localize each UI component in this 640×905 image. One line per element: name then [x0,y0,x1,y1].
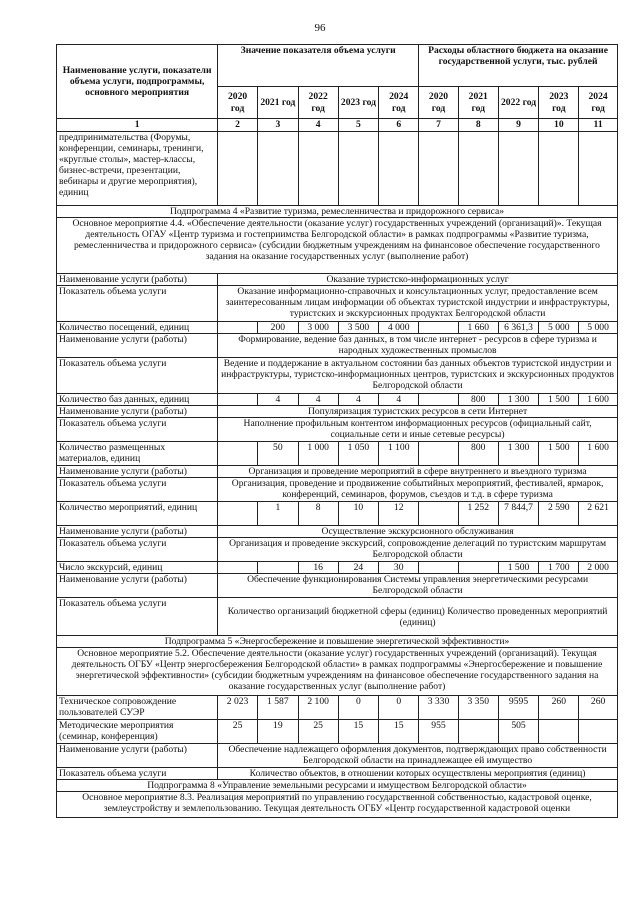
table-row [57,406,618,418]
service-name-label: Наименование услуги (работы) [57,466,218,478]
header-col2: Значение показателя объема услуги [218,45,419,87]
table-row [57,394,618,406]
year-cell: 2023 год [338,87,379,119]
year-cell: 2022 год [498,87,539,119]
measure-8-3: Основное мероприятие 8.3. Реализация мероприятий по управлению государственной собственностью, кадастровой оценке, землеустройству и землепользованию. Текущая деятельность ОГБУ «Центр государственной кадастровой оценки [57,792,618,818]
indicator-text: Наполнение профильным контентом информационных ресурсов (официальный сайт, социальные сети и иные сетевые ресурсы) [218,418,618,442]
subprogram-5: Подпрограмма 5 «Энергосбережение и повышение энергетической эффективности» [57,636,618,648]
value-cell: 10 [338,502,379,526]
service-name-label: Наименование услуги (работы) [57,406,218,418]
indicator-label: Показатель объема услуги [57,598,218,636]
measure-4-4: Основное мероприятие 4.4. «Обеспечение деятельности (оказание услуг) государственных учреждений (организаций)». Текущая деятельность ОГАУ «Центр туризма и гостеприимства Белгородской области» в рамках подпрограммы «Развитие туризма, ремесленничества и придорожного сервиса» (субсидии бюджетным учреждениям на финансовое обеспечение государственного задания на оказание государственных услуг (выполнение работ) [57,218,618,274]
header-col1: Наименование услуги, показатели объема услуги, подпрограммы, основного мероприятия [57,45,218,119]
value-cell [419,442,459,466]
col-number: 10 [539,119,579,132]
value-cell: 9595 [498,696,539,720]
value-cell: 5 000 [539,322,579,334]
value-cell: 2 000 [579,562,618,574]
table-row [57,322,618,334]
value-cell: 15 [379,720,419,744]
indicator-text: Количество организаций бюджетной сферы (единиц) Количество проведенных мероприятий (единиц) [218,598,618,636]
value-cell: 1 [257,502,298,526]
value-cell: 2 621 [579,502,618,526]
indicator-label: Показатель объема услуги [57,538,218,562]
table-row [57,574,618,598]
col-number: 7 [419,119,459,132]
row-label: Техническое сопровождение пользователей СУЭР [57,696,218,720]
value-cell: 3 350 [458,696,498,720]
table-row [57,526,618,538]
value-cell: 4 [257,394,298,406]
table-row [57,466,618,478]
value-cell: 1 050 [338,442,379,466]
indicator-text: Количество объектов, в отношении которых осуществлены мероприятия (единиц) [218,768,618,780]
table-row [57,720,618,744]
column-numbers-row [57,119,618,132]
table-row [57,274,618,286]
indicator-label: Показатель объема услуги [57,286,218,322]
year-cell: 2020 год [419,87,459,119]
subprogram-row [57,206,618,218]
value-cell: 1 000 [298,442,338,466]
year-cell: 2021 год [257,87,298,119]
col-number: 4 [298,119,338,132]
value-cell [419,322,459,334]
value-cell: 955 [419,720,459,744]
indicator-label: Показатель объема услуги [57,478,218,502]
service-name-label: Наименование услуги (работы) [57,274,218,286]
year-cell: 2023 год [539,87,579,119]
service-name-label: Наименование услуги (работы) [57,526,218,538]
value-cell: 1 100 [379,442,419,466]
value-cell: 260 [579,696,618,720]
value-cell: 8 [298,502,338,526]
value-cell: 0 [379,696,419,720]
value-cell: 1 500 [539,442,579,466]
subprogram-row [57,780,618,792]
table-row [57,442,618,466]
col-number: 1 [57,119,218,132]
value-cell: 4 [338,394,379,406]
table-row [57,598,618,636]
value-cell: 25 [218,720,258,744]
value-cell: 5 000 [579,322,618,334]
value-cell: 1 600 [579,394,618,406]
measure-5-2: Основное мероприятие 5.2. Обеспечение деятельности (оказание услуг) государственных учреждений (организаций). Текущая деятельность ОГБУ «Центр энергосбережения Белгородской области» в рамках подпрограммы «Энергосбережение и повышение энергетической эффективности» (субсидии бюджетным учреждениям на финансовое обеспечение государственного задания на оказание государственных услуг (выполнение работ) [57,648,618,696]
indicator-text: Ведение и поддержание в актуальном состоянии баз данных объектов туристской индустрии и инфраструктуры, туристско-информационных центров, туристских и экскурсионных продуктов Белгородской области [218,358,618,394]
value-cell: 800 [458,442,498,466]
value-cell: 30 [379,562,419,574]
value-cell: 19 [257,720,298,744]
table-row [57,696,618,720]
year-cell: 2021 год [458,87,498,119]
service-name: Организация и проведение мероприятий в сфере внутреннего и въездного туризма [218,466,618,478]
subprogram-4: Подпрограмма 4 «Развитие туризма, ремесленничества и придорожного сервиса» [57,206,618,218]
col-number: 5 [338,119,379,132]
value-cell: 3 330 [419,696,459,720]
page-number: 96 [314,22,326,34]
service-name: Оказание туристско-информационных услуг [218,274,618,286]
value-cell: 1 500 [498,562,539,574]
value-cell: 6 361,3 [498,322,539,334]
value-cell [579,720,618,744]
service-name: Осуществление экскурсионного обслуживания [218,526,618,538]
col-number: 9 [498,119,539,132]
row-label: Методические мероприятия (семинар, конференция) [57,720,218,744]
service-name: Формирование, ведение баз данных, в том числе интернет - ресурсов в сфере туризма и народных художественных промыслов [218,334,618,358]
value-cell: 16 [298,562,338,574]
table-row [57,538,618,562]
year-cell: 2022 год [298,87,338,119]
value-cell: 1 300 [498,394,539,406]
indicator-text: Оказание информационно-справочных и консультационных услуг, предоставление всем заинтересованным лицам информации об объектах туристской индустрии и инфраструктуры, туристских и экскурсионных продуктах Белгородской области [218,286,618,322]
value-cell: 4 [379,394,419,406]
col-number: 6 [379,119,419,132]
value-cell: 3 500 [338,322,379,334]
row-label: Количество посещений, единиц [57,322,218,334]
table-row [57,478,618,502]
value-cell: 1 660 [458,322,498,334]
value-cell: 15 [338,720,379,744]
services-table [56,44,618,818]
value-cell: 3 000 [298,322,338,334]
col-number: 2 [218,119,258,132]
value-cell: 2 590 [539,502,579,526]
table-row [57,358,618,394]
value-cell: 260 [539,696,579,720]
table-row [57,744,618,768]
value-cell: 4 [298,394,338,406]
value-cell [539,720,579,744]
indicator-label: Показатель объема услуги [57,358,218,394]
value-cell: 24 [338,562,379,574]
header-col3: Расходы областного бюджета на оказание государственной услуги, тыс. рублей [419,45,618,87]
value-cell: 2 100 [298,696,338,720]
measure-row [57,792,618,818]
value-cell: 1 587 [257,696,298,720]
value-cell [419,562,459,574]
table-row [57,132,618,206]
continued-text: предпринимательства (Форумы, конференции, семинары, тренинги, «круглые столы», мастер-классы, бизнес-встречи, презентации, вебинары и другие мероприятия), единиц [57,132,218,206]
table-row [57,562,618,574]
col-number: 3 [257,119,298,132]
value-cell: 200 [257,322,298,334]
value-cell: 800 [458,394,498,406]
subprogram-8: Подпрограмма 8 «Управление земельными ресурсами и имуществом Белгородской области» [57,780,618,792]
col-number: 8 [458,119,498,132]
row-label: Количество мероприятий, единиц [57,502,218,526]
table-row [57,334,618,358]
value-cell: 25 [298,720,338,744]
measure-row [57,218,618,274]
value-cell: 505 [498,720,539,744]
measure-row [57,648,618,696]
value-cell: 12 [379,502,419,526]
service-name-label: Наименование услуги (работы) [57,334,218,358]
value-cell: 4 000 [379,322,419,334]
table-row [57,418,618,442]
indicator-text: Организация, проведение и продвижение событийных мероприятий, фестивалей, ярмарок, конференций, семинаров, форумов, съездов и т.д. в сфере туризма [218,478,618,502]
indicator-text: Организация и проведение экскурсий, сопровождение делегаций по туристским маршрутам Белгородской области [218,538,618,562]
indicator-label: Показатель объема услуги [57,418,218,442]
service-name: Популяризация туристских ресурсов в сети Интернет [218,406,618,418]
value-cell [458,720,498,744]
value-cell: 1 600 [579,442,618,466]
year-cell: 2024 год [379,87,419,119]
value-cell: 1 252 [458,502,498,526]
value-cell [257,562,298,574]
value-cell: 0 [338,696,379,720]
value-cell: 1 500 [539,394,579,406]
year-cell: 2024 год [579,87,618,119]
indicator-label: Показатель объема услуги [57,768,218,780]
value-cell [419,394,459,406]
value-cell [419,502,459,526]
year-cell: 2020 год [218,87,258,119]
service-name-label: Наименование услуги (работы) [57,574,218,598]
value-cell: 2 023 [218,696,258,720]
value-cell: 1 300 [498,442,539,466]
header-row [57,45,618,87]
table-row [57,502,618,526]
col-number: 11 [579,119,618,132]
service-name: Обеспечение функционирования Системы управления энергетическими ресурсами Белгородской области [218,574,618,598]
value-cell: 50 [257,442,298,466]
row-label: Число экскурсий, единиц [57,562,218,574]
table-row [57,286,618,322]
service-name-label: Наименование услуги (работы) [57,744,218,768]
value-cell: 7 844,7 [498,502,539,526]
table-row [57,768,618,780]
row-label: Количество размещенных материалов, единиц [57,442,218,466]
value-cell: 1 700 [539,562,579,574]
service-name: Обеспечение надлежащего оформления документов, подтверждающих право собственности Белгородской области на принадлежащее ей имущество [218,744,618,768]
value-cell [458,562,498,574]
subprogram-row [57,636,618,648]
row-label: Количество баз данных, единиц [57,394,218,406]
